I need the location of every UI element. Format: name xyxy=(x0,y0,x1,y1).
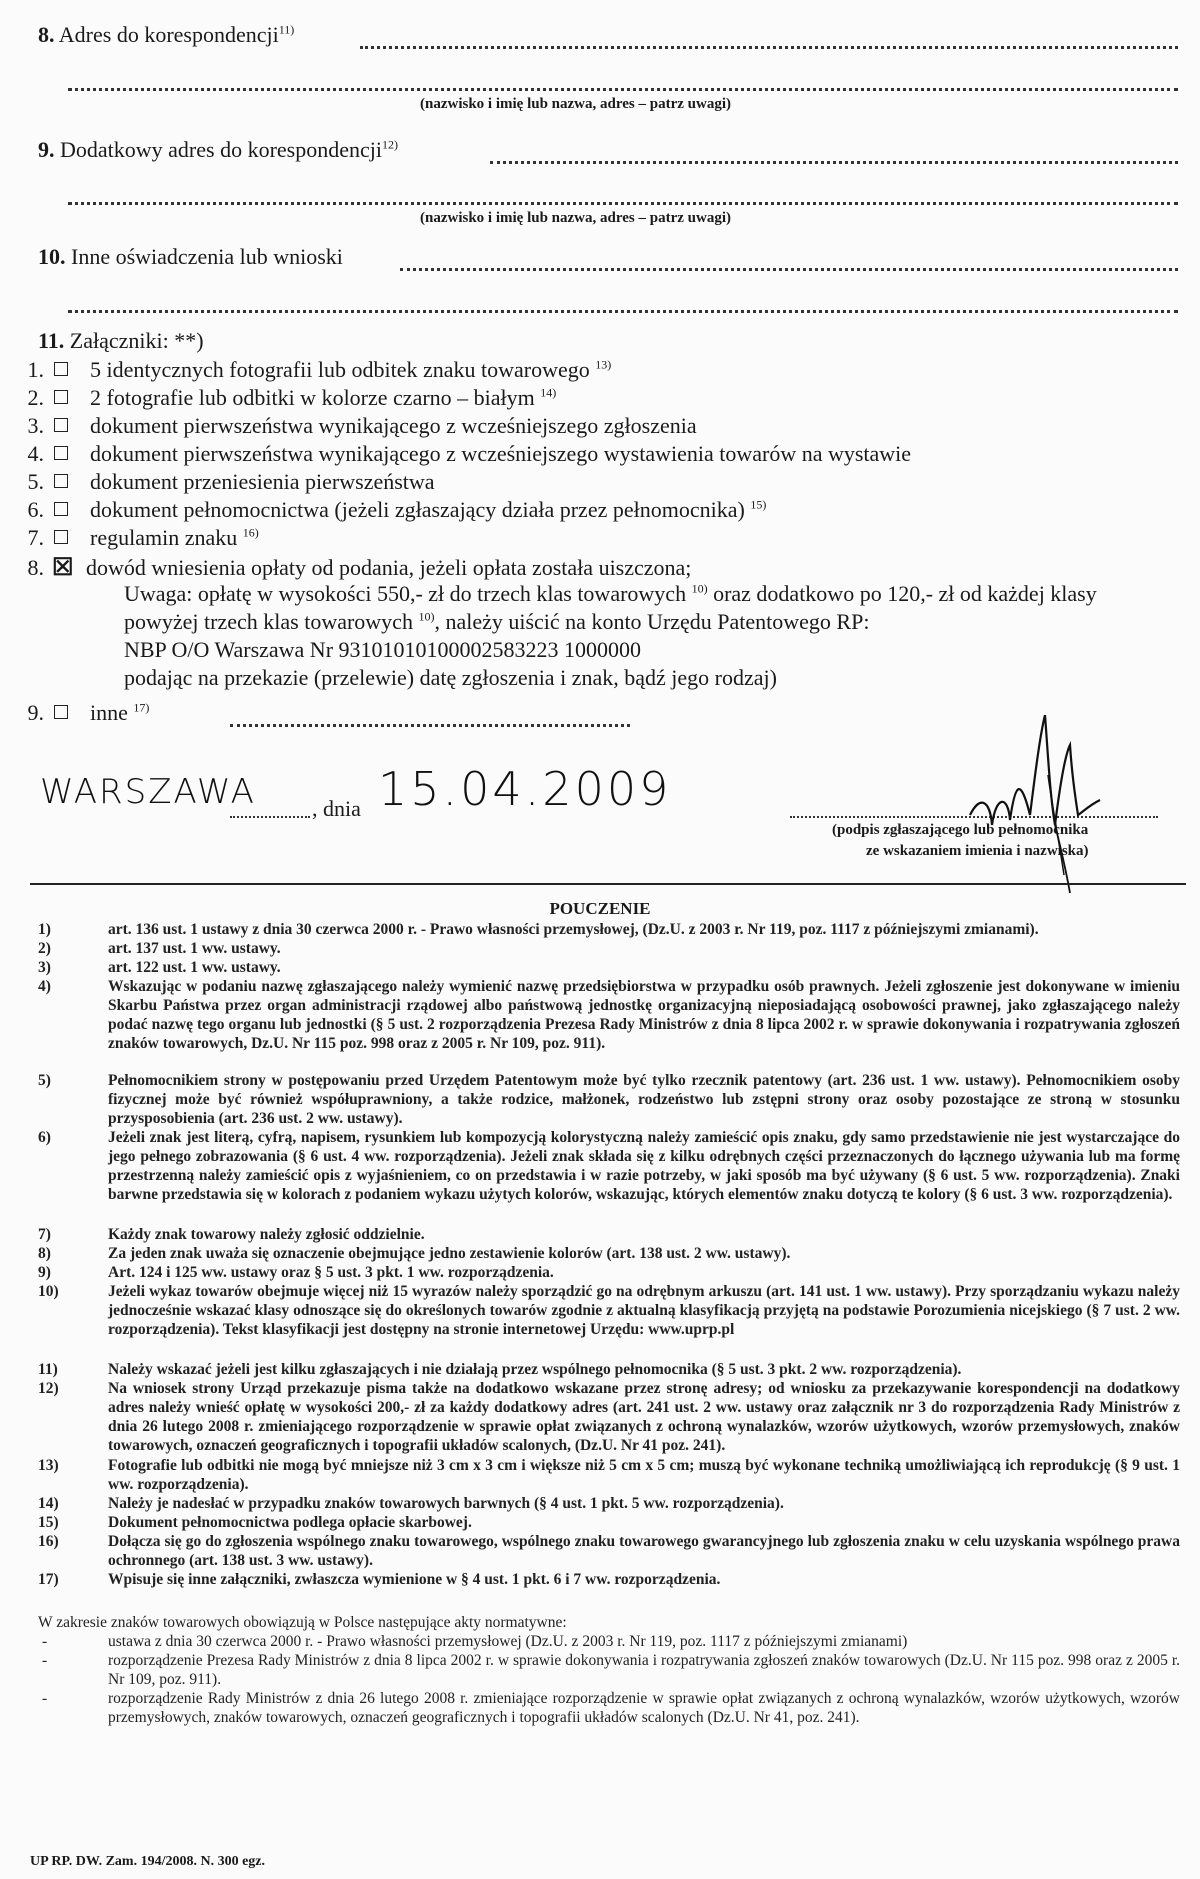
field-10-line-1[interactable] xyxy=(400,268,1178,271)
fee-note-line-2: powyżej trzech klas towarowych $^{10)}$, należy uiścić na konto Urzędu Patentowego RP: xyxy=(124,609,870,634)
footnote: 12) Na wniosek strony Urząd przekazuje pisma także na dodatkowo wskazane przez stronę adresy; od wniosku za przekazywanie korespondencji na dodatkowy adres należy wnieść opłatę w wysokości 200,- zł za każdy dodatkowy adres (art. 241 ust. 2 ww. ustawy oraz załącznik nr 3 do rozporządzenia Rady Ministrów z dnia 26 lutego 2008 r. zmieniającego rozporządzenie w sprawie opłat związanych z ochroną wynalazków, wzorów użytkowych, wzorów przemysłowych, znaków towarowych, oznaczeń geograficznych i topografii układów scalonych, (Dz.U. Nr 41 poz. 241). xyxy=(38,1380,1180,1454)
field-9-line-2[interactable] xyxy=(68,202,1178,205)
field-8-line-1[interactable] xyxy=(360,46,1178,49)
checkbox[interactable] xyxy=(54,502,68,516)
place-line xyxy=(230,816,310,818)
footnote: 15) Dokument pełnomocnictwa podlega opłacie skarbowej. xyxy=(38,1514,472,1531)
checkbox[interactable] xyxy=(54,705,68,719)
date-handwritten: 15.04.2009 xyxy=(378,762,672,816)
footnote: 6) Jeżeli znak jest literą, cyfrą, napisem, rysunkiem lub kompozycją kolorystyczną należy zamieścić opis znaku, gdy samo przedstawienie nie jest wystarczające do jego pełnego zobrazowania (§ 6 ust. 4 ww. rozporządzenia). Jeżeli znak składa się z kilku odrębnych części przeznaczonych do łącznego używania lub ma formę przestrzenną należy zamieścić opis z wyjaśnieniem, co on przedstawia i w razie potrzeby, w jaki sposób ma być używany (§ 6 ust. 5 ww. rozporządzenia). Znaki barwne przedstawia się w kolorach z podaniem wykazu użytych kolorów, wskazując, których elementów znaku dotyczą te kolory (§ 6 ust. 3 ww. rozporządzenia). xyxy=(38,1129,1180,1203)
footnote: 7) Każdy znak towarowy należy zgłosić oddzielnie. xyxy=(38,1226,425,1243)
field-8-caption: (nazwisko i imię lub nazwa, adres – patrz uwagi) xyxy=(420,96,731,112)
footnote: 17) Wpisuje się inne załączniki, zwłaszcza wymienione w § 4 ust. 1 pkt. 6 i 7 ww. rozporządzenia. xyxy=(38,1571,721,1588)
divider xyxy=(30,883,1186,885)
footnote: 2) art. 137 ust. 1 ww. ustawy. xyxy=(38,940,281,957)
footnote: 10) Jeżeli wykaz towarów obejmuje więcej niż 15 wyrazów należy sporządzić go na odrębnym arkuszu (art. 141 ust. 1 ww. ustawy). Przy sporządzaniu wykazu należy jednocześnie wskazać klasy odnoszące się do określonych towarów zgodnie z aktualną klasyfikacją przyjętą na podstawie Porozumienia nicejskiego (§ 7 ust. 2 ww. rozporządzenia). Tekst klasyfikacji jest dostępny na stronie internetowej Urzędu: www.uprp.pl xyxy=(38,1283,1180,1338)
date-prefix: , dnia xyxy=(312,796,361,821)
field-10-line-2[interactable] xyxy=(68,310,1178,313)
attachment-item: 8. ☒ dowód wniesienia opłaty od podania, jeżeli opłata została uiszczona; xyxy=(27,555,692,581)
footnote: 13) Fotografie lub odbitki nie mogą być mniejsze niż 3 cm x 3 cm i większe niż 5 cm x 5 cm; muszą być wykonane techniką umożliwiającą ich reprodukcję (§ 9 ust. 1 ww. rozporządzenia). xyxy=(38,1457,1180,1493)
attachment-item: 4. dokument pierwszeństwa wynikającego z wcześniejszego wystawienia towarów na wystawie xyxy=(27,441,912,466)
footnote: 1) art. 136 ust. 1 ustawy z dnia 30 czerwca 2000 r. - Prawo własności przemysłowej, (Dz.U. z 2003 r. Nr 119, poz. 1117 z późniejszymi zmianami). xyxy=(38,921,1039,938)
attachment-item: 7. regulamin znaku $^{16)}$ xyxy=(27,525,259,550)
act-item: - rozporządzenie Prezesa Rady Ministrów z dnia 8 lipca 2002 r. w sprawie dokonywania i rozpatrywania zgłoszeń znaków towarowych (Dz.U. Nr 115 poz. 998 oraz z 2005 r. Nr 109, poz. 911). xyxy=(42,1652,1180,1688)
field-8-label: 8. Adres do korespondencji$^{11)}$ xyxy=(38,22,295,47)
print-footer: UP RP. DW. Zam. 194/2008. N. 300 egz. xyxy=(30,1854,266,1869)
checkbox[interactable] xyxy=(54,418,68,432)
footnote: 5) Pełnomocnikiem strony w postępowaniu przed Urzędem Patentowym może być tylko rzecznik patentowy (art. 236 ust. 1 ww. ustawy). Pełnomocnikiem osoby fizycznej może być również współuprawniony, a także rodzice, małżonek, rodzeństwo lub zstępni strony oraz osoby pozostające ze stroną w stosunku przysposobienia (art. 236 ust. 2 ww. ustawy). xyxy=(38,1072,1180,1127)
pouczenie-title: POUCZENIE xyxy=(549,899,651,918)
other-attachment-line[interactable] xyxy=(230,724,630,727)
bank-account: NBP O/O Warszawa Nr 93101010100002583223 1000000 xyxy=(124,637,642,662)
signature-caption-1: (podpis zgłaszającego lub pełnomocnika xyxy=(832,822,1089,838)
handwritten-signature xyxy=(960,715,1120,895)
attachment-item: 6. dokument pełnomocnictwa (jeżeli zgłaszający działa przez pełnomocnika) $^{15)}$ xyxy=(27,497,767,522)
checkbox[interactable] xyxy=(54,390,68,404)
acts-intro: W zakresie znaków towarowych obowiązują w Polsce następujące akty normatywne: xyxy=(38,1614,567,1631)
act-item: - ustawa z dnia 30 czerwca 2000 r. - Prawo własności przemysłowej (Dz.U. z 2003 r. Nr 119, poz. 1117 z późniejszymi zmianami) xyxy=(42,1633,908,1650)
fee-note-line-4: podając na przekazie (przelewie) datę zgłoszenia i znak, bądź jego rodzaj) xyxy=(124,665,777,690)
field-9-line-1[interactable] xyxy=(490,161,1178,164)
field-9-label: 9. Dodatkowy adres do korespondencji$^{12)}$ xyxy=(38,137,398,162)
place-handwritten: WARSZAWA xyxy=(40,772,256,812)
fee-note-line-1: Uwaga: opłatę w wysokości 550,- zł do trzech klas towarowych $^{10)}$ oraz dodatkowo po 120,- zł od każdej klasy xyxy=(124,581,1097,606)
normative-acts xyxy=(38,1613,1180,1727)
checked-checkbox[interactable]: ☒ xyxy=(52,555,74,581)
footnote: 9) Art. 124 i 125 ww. ustawy oraz § 5 ust. 3 pkt. 1 ww. rozporządzenia. xyxy=(38,1264,554,1281)
attachments-heading: 11. Załączniki: **) xyxy=(38,328,204,353)
act-item: - rozporządzenie Rady Ministrów z dnia 26 lutego 2008 r. zmieniające rozporządzenie w sprawie opłat związanych z ochroną wynalazków, wzorów użytkowych, wzorów przemysłowych, znaków towarowych, oznaczeń geograficznych i topografii układów scalonych (Dz.U. Nr 41, poz. 241). xyxy=(42,1690,1180,1726)
signature-caption-2: ze wskazaniem imienia i nazwiska) xyxy=(866,843,1089,859)
footnote: 8) Za jeden znak uważa się oznaczenie obejmujące jedno zestawienie kolorów (art. 138 ust. 2 ww. ustawy). xyxy=(38,1245,791,1262)
footnote: 4) Wskazując w podaniu nazwę zgłaszającego należy wymienić nazwę przedsiębiorstwa w przypadku osób prawnych. Jeżeli zgłoszenie jest dokonywane w imieniu Skarbu Państwa przez organ administracji rządowej albo państwową jednostkę organizacyjną nieposiadającą osobowości prawnej, jako zgłaszającego należy podać nazwę tego organu lub jednostki (§ 5 ust. 2 rozporządzenia Prezesa Rady Ministrów z dnia 8 lipca 2002 r. w sprawie dokonywania i rozpatrywania zgłoszeń znaków towarowych, Dz.U. Nr 115 poz. 998 oraz z 2005 r. Nr 109, poz. 911). xyxy=(38,978,1180,1052)
attachment-item: 5. dokument przeniesienia pierwszeństwa xyxy=(27,469,435,494)
attachment-item: 2. 2 fotografie lub odbitki w kolorze czarno – białym $^{14)}$ xyxy=(27,385,557,410)
attachment-item: 1. 5 identycznych fotografii lub odbitek znaku towarowego $^{13)}$ xyxy=(27,357,612,382)
field-10-label: 10. Inne oświadczenia lub wnioski xyxy=(38,244,343,269)
checkbox[interactable] xyxy=(54,362,68,376)
footnote: 11) Należy wskazać jeżeli jest kilku zgłaszających i nie działają przez wspólnego pełnomocnika (§ 5 ust. 3 pkt. 2 ww. rozporządzenia). xyxy=(38,1361,962,1378)
footnote: 16) Dołącza się go do zgłoszenia wspólnego znaku towarowego, wspólnego znaku towarowego gwarancyjnego lub zgłoszenia znaku w celu uzyskania wspólnego prawa ochronnego (art. 138 ust. 3 ww. ustawy). xyxy=(38,1533,1180,1569)
footnote: 14) Należy je nadesłać w przypadku znaków towarowych barwnych (§ 4 ust. 1 pkt. 5 ww. rozporządzenia). xyxy=(38,1495,784,1512)
checkbox[interactable] xyxy=(54,474,68,488)
checkbox[interactable] xyxy=(54,530,68,544)
field-8-line-2[interactable] xyxy=(68,88,1178,91)
footnote: 3) art. 122 ust. 1 ww. ustawy. xyxy=(38,959,281,976)
attachment-item-other: 9. inne $^{17)}$ xyxy=(27,700,150,725)
checkbox[interactable] xyxy=(54,446,68,460)
field-9-caption: (nazwisko i imię lub nazwa, adres – patrz uwagi) xyxy=(420,210,731,226)
attachment-item: 3. dokument pierwszeństwa wynikającego z wcześniejszego zgłoszenia xyxy=(27,413,697,438)
